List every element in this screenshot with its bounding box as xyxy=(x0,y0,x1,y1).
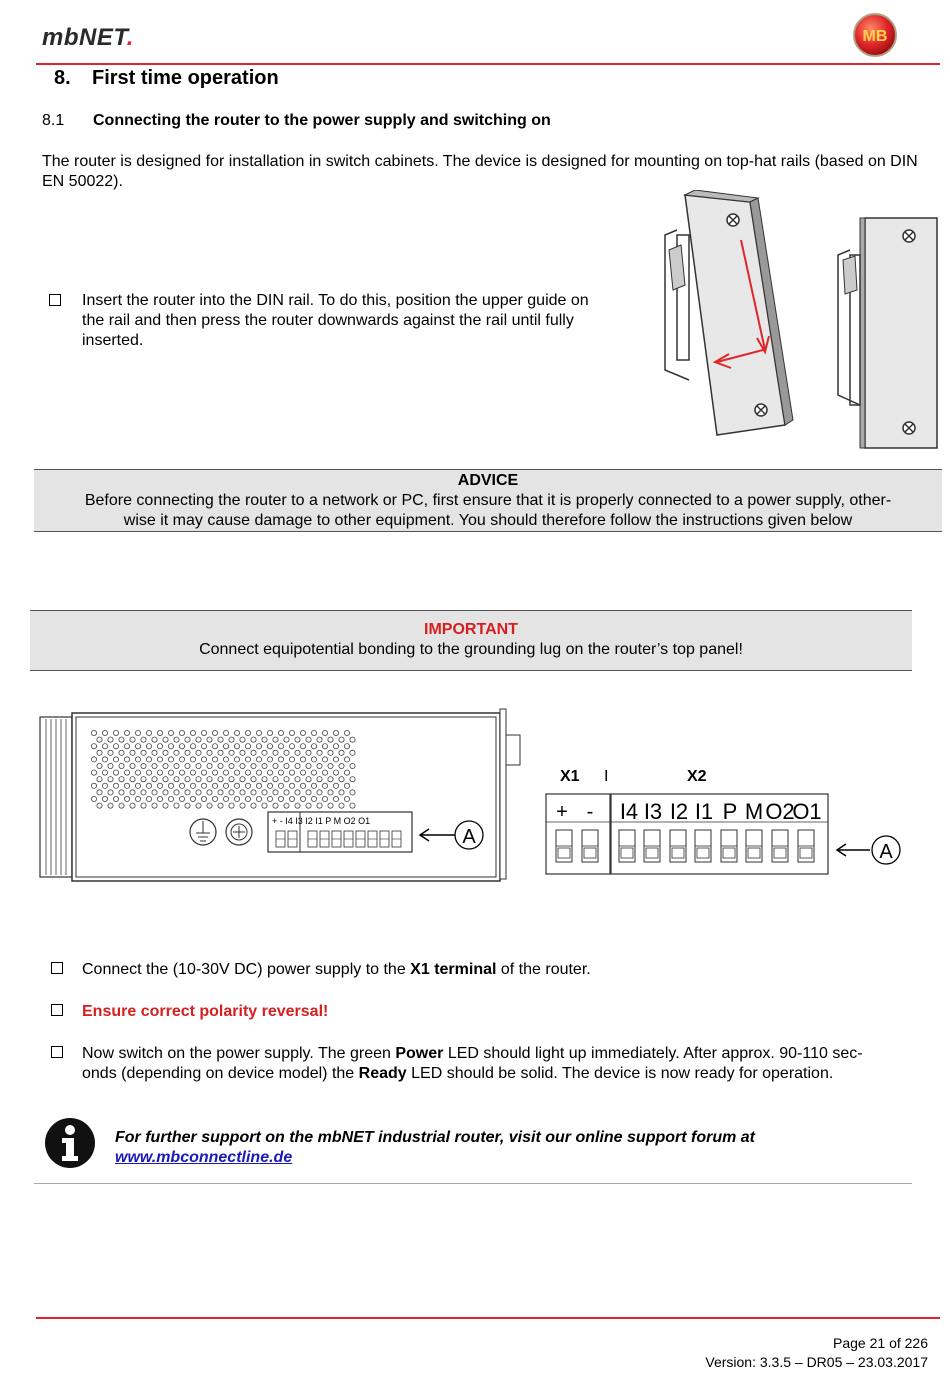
terminal-slots xyxy=(556,830,814,862)
tilted-router-drawing xyxy=(665,190,793,435)
din-line-3: inserted. xyxy=(82,332,144,349)
b1-bold: X1 terminal xyxy=(410,961,497,978)
terminal-block-diagram xyxy=(540,760,910,878)
terminal-label-i1: I1 xyxy=(694,799,714,824)
separator-label: I xyxy=(604,768,609,785)
support-info xyxy=(115,1128,875,1168)
subsection-title: Connecting the router to the power supply and switching on xyxy=(93,112,551,129)
b3-pre: Now switch on the power supply. The green xyxy=(82,1045,396,1062)
header-rule xyxy=(36,63,940,65)
plus-label: + xyxy=(556,801,568,823)
info-text: For further support on the mbNET industrial router, visit our online support forum at xyxy=(115,1129,756,1146)
section-heading xyxy=(54,67,279,90)
mounted-router-drawing xyxy=(838,218,937,448)
footer-rule xyxy=(36,1317,940,1319)
advice-line-1: Before connecting the router to a network or PC, first ensure that it is properly connected to a power supply, other- xyxy=(84,492,892,509)
callout-a-label: A xyxy=(879,841,893,863)
b3-bold1: Power xyxy=(395,1045,444,1062)
important-title: IMPORTANT xyxy=(424,621,518,638)
terminal-label-o2: O2 xyxy=(765,799,795,824)
b1-post: of the router. xyxy=(496,961,591,978)
checkbox-icon xyxy=(49,294,61,306)
section-number: 8. xyxy=(54,67,71,89)
terminal-label-p: P xyxy=(722,799,738,824)
din-rail-instruction xyxy=(82,291,652,351)
checkbox-icon xyxy=(51,1004,63,1016)
logo-text: mbNET xyxy=(42,24,127,51)
small-terminal-labels: + - I4 I3 I2 I1 P M O2 O1 xyxy=(272,816,371,826)
b3-mid: LED should light up immediately. After approx. 90-110 sec- xyxy=(443,1045,863,1062)
support-link[interactable]: www.mbconnectline.de xyxy=(115,1149,293,1166)
din-line-1: Insert the router into the DIN rail. To do this, position the upper guide on xyxy=(82,292,589,309)
x2-label: X2 xyxy=(687,768,707,785)
subsection-number: 8.1 xyxy=(42,112,65,129)
bullet-switch-on xyxy=(82,1044,942,1084)
callout-a-label: A xyxy=(462,826,476,848)
b3-line2-pre: onds (depending on device model) the xyxy=(82,1065,359,1082)
checkbox-icon xyxy=(51,962,63,974)
b1-pre: Connect the (10-30V DC) power supply to the xyxy=(82,961,411,978)
mbnet-logo xyxy=(42,24,134,52)
small-terminal-slots xyxy=(276,831,401,847)
bullet-power-supply xyxy=(82,960,932,980)
info-divider xyxy=(34,1183,912,1184)
info-icon xyxy=(44,1117,96,1169)
b3-bold2: Ready xyxy=(358,1065,407,1082)
advice-title: ADVICE xyxy=(457,472,519,489)
advice-box xyxy=(34,469,942,532)
important-box xyxy=(30,610,912,671)
terminal-label-m: M xyxy=(744,799,764,824)
b3-line2-post: LED should be solid. The device is now ready for operation. xyxy=(406,1065,834,1082)
important-text: Connect equipotential bonding to the grounding lug on the router’s top panel! xyxy=(199,641,743,658)
bullet-polarity: Ensure correct polarity reversal! xyxy=(82,1003,329,1020)
checkbox-icon xyxy=(51,1046,63,1058)
router-top-panel-diagram xyxy=(36,705,526,883)
x1-label: X1 xyxy=(560,768,580,785)
section-title: First time operation xyxy=(92,67,279,89)
page-number: Page 21 of 226 xyxy=(833,1335,928,1351)
din-rail-illustration xyxy=(655,190,940,452)
badge-text: MB xyxy=(862,28,888,45)
intro-paragraph: The router is designed for installation in switch cabinets. The device is designed for mounting on top-hat rails (based on DIN EN 50022). xyxy=(42,153,918,190)
din-line-2: the rail and then press the router downwards against the rail until fully xyxy=(82,312,574,329)
terminal-label-o1: O1 xyxy=(792,799,822,824)
version-info: Version: 3.3.5 – DR05 – 23.03.2017 xyxy=(705,1354,928,1370)
terminal-label-i3: I3 xyxy=(643,799,663,824)
terminal-label-i2: I2 xyxy=(669,799,689,824)
logo-dot: . xyxy=(126,24,134,51)
mb-badge-logo xyxy=(852,12,898,58)
terminal-label-i4: I4 xyxy=(619,799,639,824)
minus-label: - xyxy=(586,801,594,823)
advice-line-2: wise it may cause damage to other equipment. You should therefore follow the instructions given below xyxy=(123,512,853,529)
